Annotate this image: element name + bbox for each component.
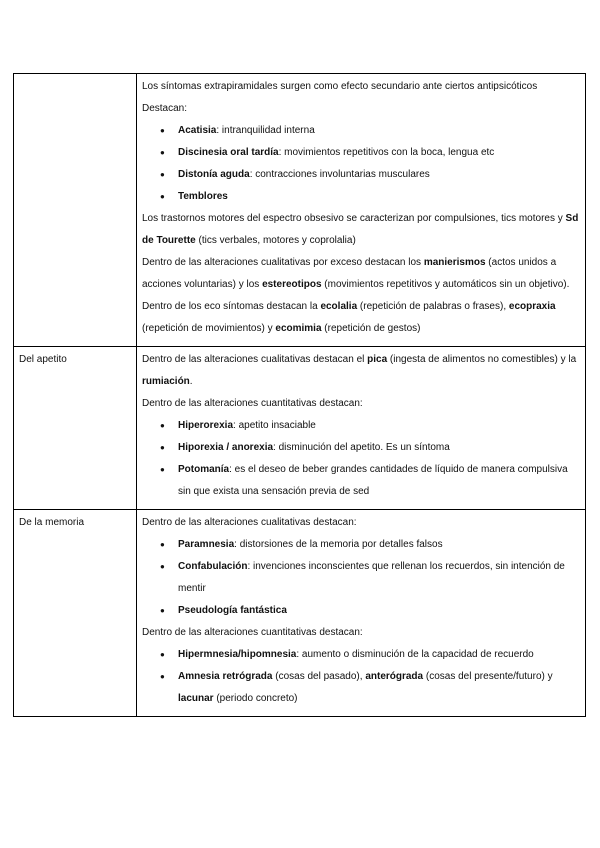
text-run: (repetición de palabras o frases),: [357, 301, 509, 312]
paragraph: [142, 393, 580, 415]
paragraph: [142, 76, 580, 98]
text-run: Dentro de las alteraciones cualitativas destacan:: [142, 517, 357, 528]
text-run: : distorsiones de la memoria por detalles falsos: [234, 539, 443, 550]
row-content-cell: [137, 74, 586, 347]
bold-term: estereotipos: [262, 279, 322, 290]
bullet-item: [178, 600, 580, 622]
bullet-item: [178, 556, 580, 600]
text-run: : apetito insaciable: [233, 420, 316, 431]
bullet-list: [142, 644, 580, 710]
row-label-cell: [14, 347, 137, 510]
text-run: (actos unidos a acciones voluntarias) y los: [142, 257, 557, 290]
bold-term: Paramnesia: [178, 539, 235, 550]
bullet-item: [178, 120, 580, 142]
bullet-item: [178, 164, 580, 186]
symptoms-table: [13, 73, 586, 717]
row-label: Del apetito: [19, 354, 67, 365]
text-run: : aumento o disminución de la capacidad de recuerdo: [296, 649, 534, 660]
table-row-del-apetito: [14, 347, 586, 510]
table-row-unlabeled: [14, 74, 586, 347]
paragraph: [142, 208, 580, 252]
table-row-de-la-memoria: [14, 510, 586, 717]
bullet-item: [178, 415, 580, 437]
bold-term: ecolalia: [320, 301, 358, 312]
bullet-item: [178, 644, 580, 666]
text-run: .: [189, 376, 193, 387]
bullet-item: [178, 459, 580, 503]
text-run: : disminución del apetito. Es un síntoma: [273, 442, 450, 453]
bold-term: manierismos: [423, 257, 486, 268]
bold-term: ecopraxia: [508, 301, 556, 312]
row-label-cell: [14, 510, 137, 717]
text-run: Dentro de los eco síntomas destacan la: [142, 301, 321, 312]
bullet-list: [142, 415, 580, 503]
bold-term: anterógrada: [365, 671, 424, 682]
bold-term: ecomimia: [275, 323, 322, 334]
text-run: (cosas del pasado),: [272, 671, 366, 682]
paragraph: [142, 296, 580, 340]
paragraph: [142, 512, 580, 534]
bold-term: Hiporexia / anorexia: [178, 442, 274, 453]
text-run: Los trastornos motores del espectro obsesivo se caracterizan por compulsiones, tics motores y: [142, 213, 566, 224]
text-run: : invenciones inconscientes que rellenan los recuerdos, sin intención de mentir: [178, 561, 565, 594]
bullet-item: [178, 186, 580, 208]
text-run: Dentro de las alteraciones cuantitativas destacan:: [142, 627, 363, 638]
text-run: : intranquilidad interna: [216, 125, 315, 136]
row-content-cell: [137, 347, 586, 510]
bold-term: rumiación: [142, 376, 190, 387]
bold-term: Pseudología fantástica: [178, 605, 287, 616]
bold-term: Discinesia oral tardía: [178, 147, 279, 158]
row-content-cell: [137, 510, 586, 717]
bold-term: Potomanía: [178, 464, 230, 475]
bullet-item: [178, 437, 580, 459]
paragraph: [142, 349, 580, 393]
text-run: (periodo concreto): [213, 693, 298, 704]
paragraph: [142, 98, 580, 120]
bold-term: Sd de Tourette: [142, 213, 579, 246]
text-run: : movimientos repetitivos con la boca, lengua etc: [278, 147, 495, 158]
paragraph: [142, 622, 580, 644]
text-run: (tics verbales, motores y coprolalia): [195, 235, 356, 246]
text-run: Los síntomas extrapiramidales surgen como efecto secundario ante ciertos antipsicóticos: [142, 81, 538, 92]
bullet-item: [178, 142, 580, 164]
text-run: Dentro de las alteraciones cualitativas por exceso destacan los: [142, 257, 424, 268]
bold-term: Hiperorexia: [178, 420, 234, 431]
row-label-cell: [14, 74, 137, 347]
table-body: [14, 74, 586, 717]
paragraph: [142, 252, 580, 296]
bold-term: Temblores: [178, 191, 228, 202]
bold-term: Amnesia retrógrada: [178, 671, 273, 682]
bold-term: lacunar: [178, 693, 214, 704]
text-run: (movimientos repetitivos y automáticos sin un objetivo).: [321, 279, 570, 290]
bullet-item: [178, 534, 580, 556]
bold-term: Confabulación: [178, 561, 248, 572]
text-run: (ingesta de alimentos no comestibles) y la: [387, 354, 577, 365]
row-label: De la memoria: [19, 517, 85, 528]
text-run: Dentro de las alteraciones cuantitativas destacan:: [142, 398, 363, 409]
text-run: : contracciones involuntarias musculares: [249, 169, 430, 180]
text-run: Destacan:: [142, 103, 188, 114]
text-run: Dentro de las alteraciones cualitativas destacan el: [142, 354, 368, 365]
bullet-list: [142, 120, 580, 208]
bold-term: pica: [367, 354, 388, 365]
text-run: (repetición de movimientos) y: [142, 323, 276, 334]
text-run: (cosas del presente/futuro) y: [423, 671, 553, 682]
bold-term: Hipermnesia/hipomnesia: [178, 649, 297, 660]
bullet-item: [178, 666, 580, 710]
text-run: (repetición de gestos): [321, 323, 421, 334]
bold-term: Distonía aguda: [178, 169, 250, 180]
bullet-list: [142, 534, 580, 622]
bold-term: Acatisia: [178, 125, 217, 136]
text-run: : es el deseo de beber grandes cantidades de líquido de manera compulsiva sin que exista una sensación previa de sed: [178, 464, 568, 497]
